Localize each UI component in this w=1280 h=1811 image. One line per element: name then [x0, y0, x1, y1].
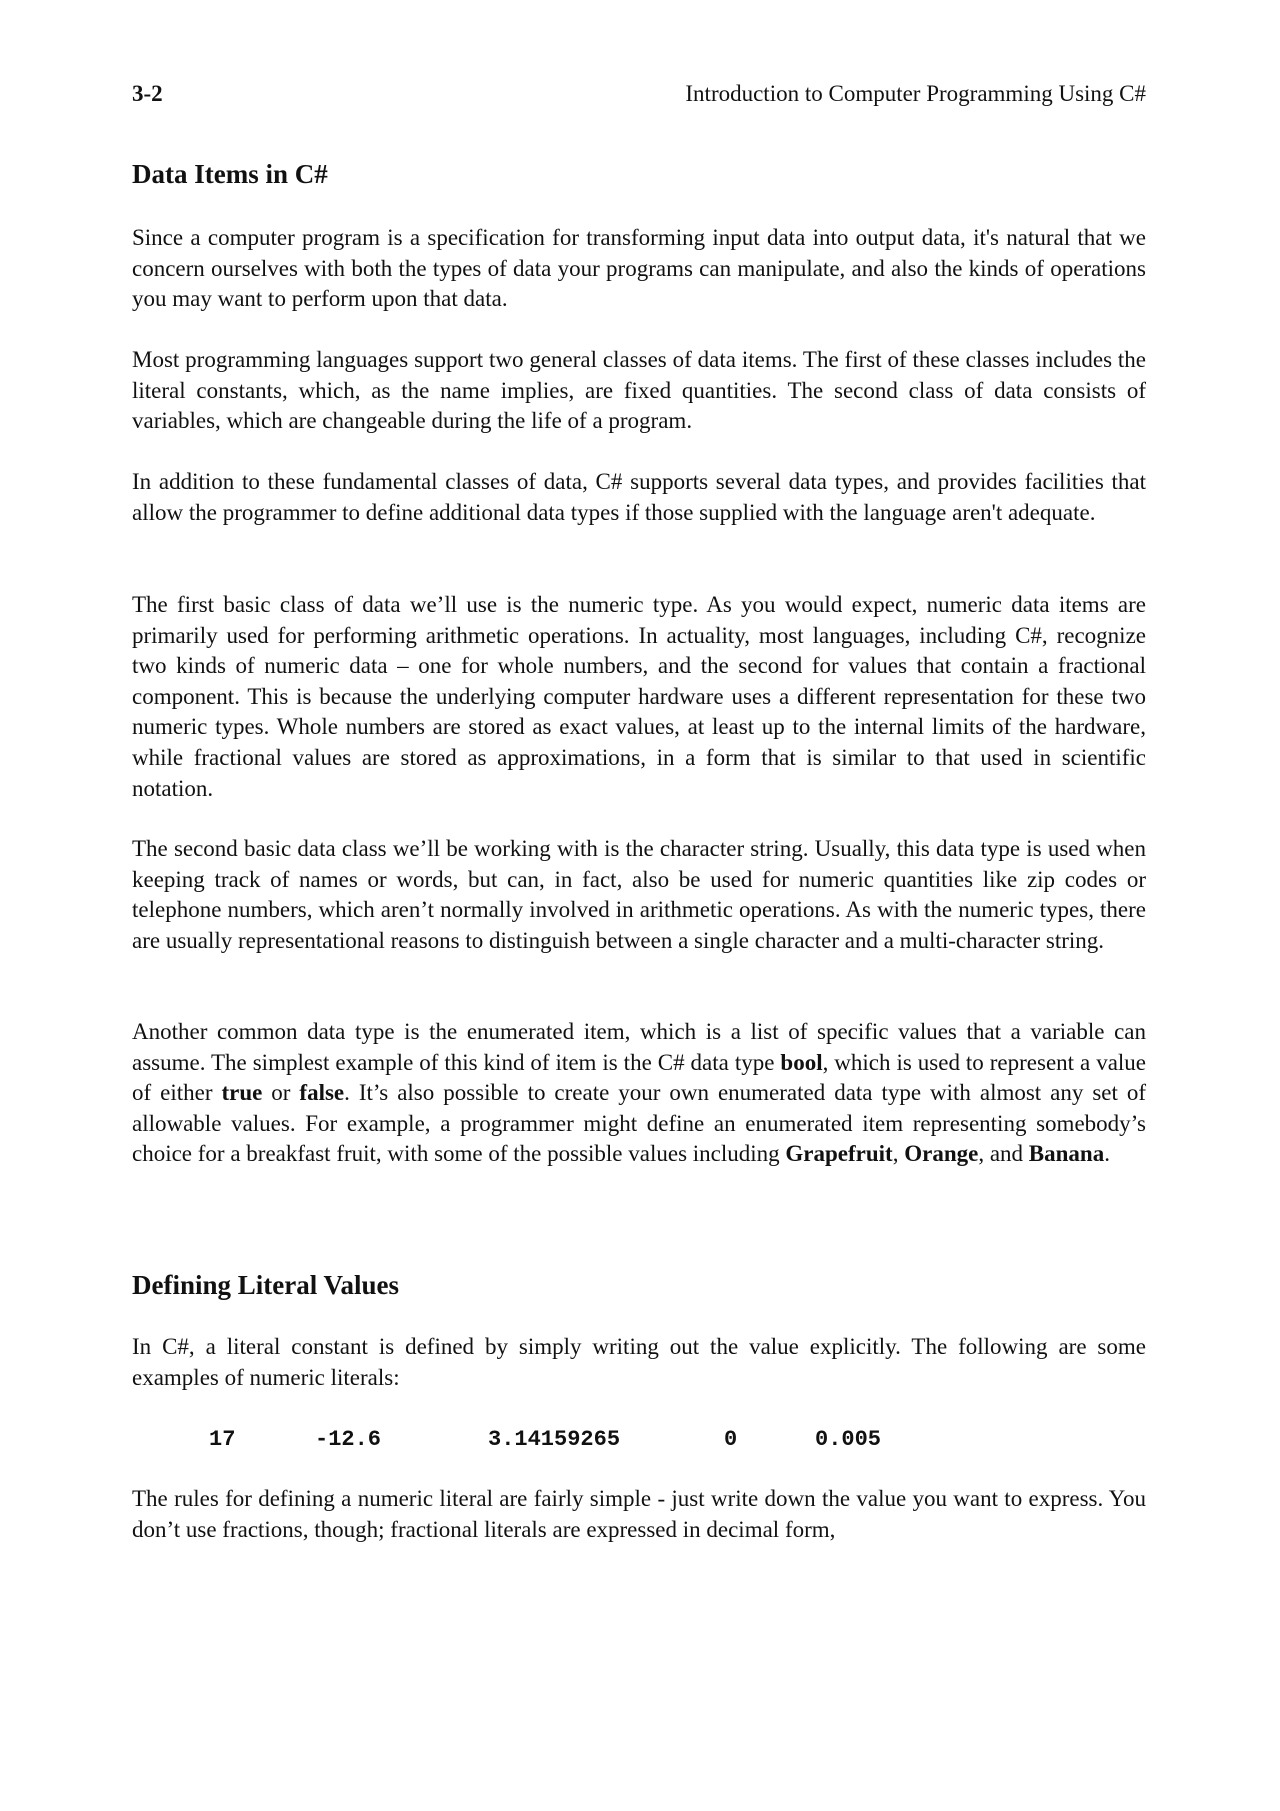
- paragraph: Most programming languages support two general classes of data items. The first of these classes includes the literal constants, which, as the name implies, are fixed quantities. The second class of data consists of variables, which are changeable during the life of a program.: [132, 347, 1146, 434]
- text-run: or: [262, 1080, 300, 1106]
- page-number: 3-2: [132, 81, 163, 106]
- literal-example: 0: [724, 1427, 738, 1452]
- bold-term-true: true: [221, 1080, 263, 1106]
- bold-term-banana: Banana: [1028, 1141, 1105, 1167]
- paragraph: The second basic data class we’ll be working with is the character string. Usually, this data type is used when keeping track of names or words, but can, in fact, also be used for numeric quantities like zip codes or telephone numbers, which aren’t normally involved in arithmetic operations. As with the numeric types, there are usually representational reasons to distinguish between a single character and a multi-character string.: [132, 836, 1146, 953]
- literal-example: 17: [209, 1427, 236, 1452]
- text-run: . It’s also possible to create your own enumerated data type with almost any set of allowable values. For example, a programmer might define an enumerated item representing somebody’s choice for a breakfast fruit, with some of the possible values including: [132, 1080, 1146, 1167]
- bold-term-grapefruit: Grapefruit: [785, 1141, 893, 1167]
- literal-example: 3.14159265: [488, 1427, 621, 1452]
- paragraph-enumerated-types: [132, 1017, 1146, 1170]
- text-run: Another common data type is the enumerated item, which is a list of specific values that a variable can assume. The simplest example of this kind of item is the C# data type: [132, 1019, 1146, 1075]
- paragraph: Since a computer program is a specification for transforming input data into output data, it's natural that we concern ourselves with both the types of data your programs can manipulate, and also the kinds of operations you may want to perform upon that data.: [132, 225, 1146, 312]
- literal-example: 0.005: [815, 1427, 882, 1452]
- bold-term-false: false: [299, 1080, 345, 1106]
- literal-example: -12.6: [315, 1427, 382, 1452]
- paragraph: The rules for defining a numeric literal are fairly simple - just write down the value you want to express. You don’t use fractions, though; fractional literals are expressed in decimal form,: [132, 1486, 1146, 1542]
- book-title: Introduction to Computer Programming Using C#: [685, 81, 1146, 106]
- bold-term-bool: bool: [780, 1049, 823, 1075]
- section-heading-literal-values: Defining Literal Values: [132, 1270, 400, 1300]
- paragraph: In C#, a literal constant is defined by simply writing out the value explicitly. The following are some examples of numeric literals:: [132, 1334, 1146, 1390]
- text-run: ,: [892, 1141, 905, 1167]
- page-header: [132, 78, 1146, 110]
- paragraph: The first basic class of data we’ll use is the numeric type. As you would expect, numeric data items are primarily used for performing arithmetic operations. In actuality, most languages, including C#, recognize two kinds of numeric data – one for whole numbers, and the second for values that contain a fractional component. This is because the underlying computer hardware uses a different representation for these two numeric types. Whole numbers are stored as exact values, at least up to the internal limits of the hardware, while fractional values are stored as approximations, in a form that is similar to that used in scientific notation.: [132, 592, 1146, 801]
- text-run: , which is used to represent a value of either: [132, 1049, 1146, 1106]
- section-heading-data-items: Data Items in C#: [132, 159, 328, 189]
- text-run: , and: [978, 1141, 1029, 1167]
- bold-term-orange: Orange: [904, 1141, 979, 1167]
- text-run: .: [1104, 1141, 1110, 1167]
- paragraph: In addition to these fundamental classes of data, C# supports several data types, and provides facilities that allow the programmer to define additional data types if those supplied with the language aren't adequate.: [132, 469, 1146, 525]
- numeric-literal-examples: [132, 1425, 1146, 1455]
